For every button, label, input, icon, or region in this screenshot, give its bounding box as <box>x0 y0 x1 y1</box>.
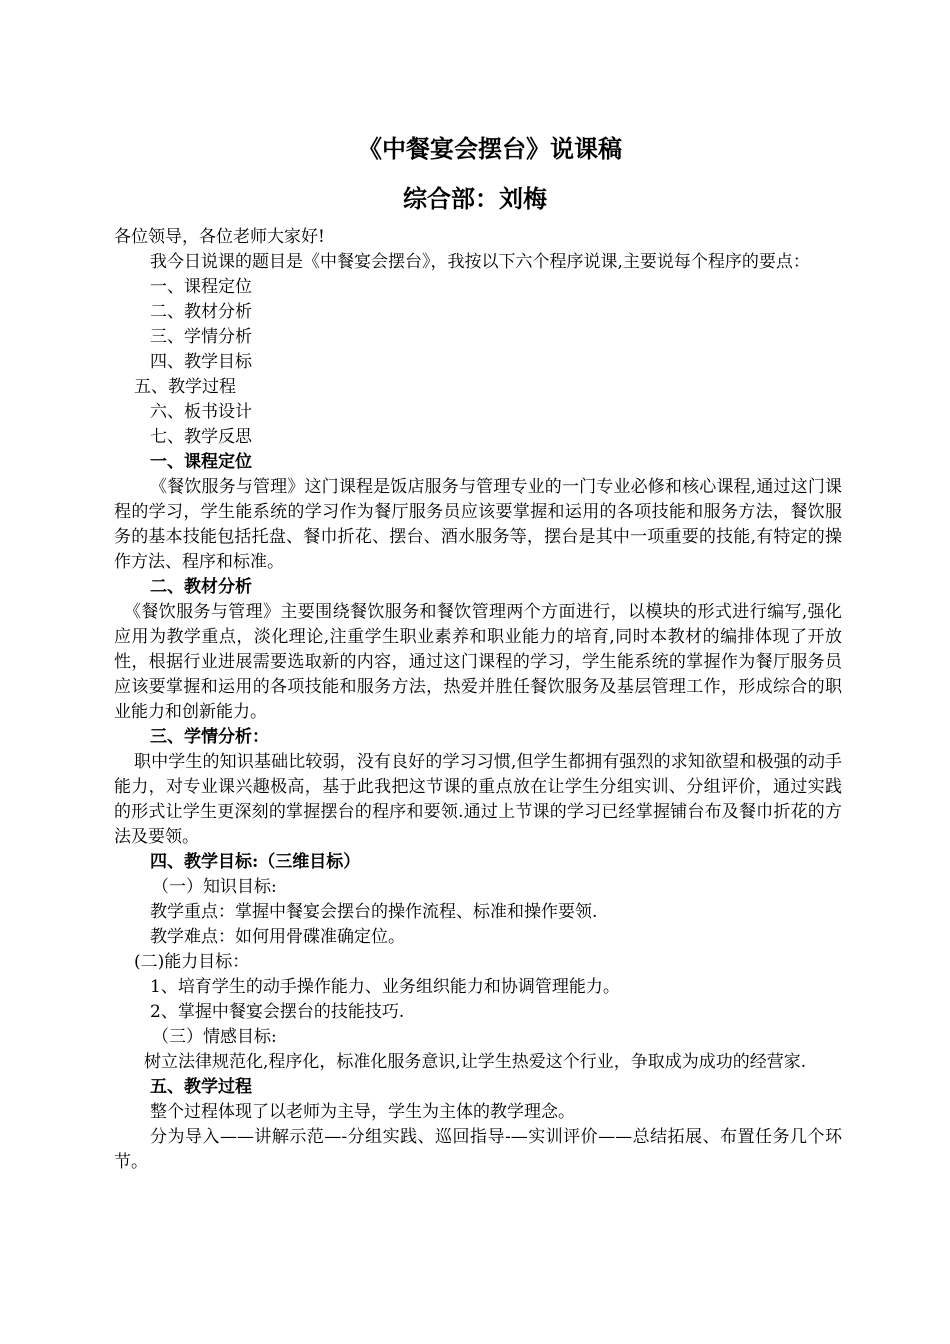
objective-knowledge-label: （一）知识目标: <box>152 877 277 897</box>
objective-ability-item: 2、掌握中餐宴会摆台的技能技巧. <box>150 1002 405 1022</box>
intro-paragraph: 我今日说课的题目是《中餐宴会摆台》，我按以下六个程序说课,主要说每个程序的要点： <box>150 252 810 272</box>
objective-key-point: 教学重点：掌握中餐宴会摆台的操作流程、标准和操作要领. <box>150 902 598 922</box>
section-heading-textbook-analysis: 二、教材分析 <box>150 577 252 597</box>
section-heading-course-position: 一、课程定位 <box>150 452 252 472</box>
author-line: 综合部：刘梅 <box>403 185 547 213</box>
outline-item: 六、板书设计 <box>150 402 252 422</box>
greeting: 各位领导，各位老师大家好! <box>114 227 325 247</box>
objective-difficult-point: 教学难点：如何用骨碟准确定位。 <box>150 927 405 947</box>
section-body-student-analysis: 职中学生的知识基础比较弱，没有良好的学习习惯,但学生都拥有强烈的求知欲望和极强的动手能力，对专业课兴趣极高，基于此我把这节课的重点放在让学生分组实训、分组评价，通过实践的形式让学生更深刻的掌握摆台的程序和要领.通过上节课的学习已经掌握铺台布及餐巾折花的方法及要领。 <box>114 752 842 847</box>
section-heading-teaching-process: 五、教学过程 <box>150 1077 252 1097</box>
objective-emotion-body: 树立法律规范化,程序化，标准化服务意识,让学生热爱这个行业，争取成为成功的经营家. <box>144 1052 807 1072</box>
section-body-textbook-analysis: 《餐饮服务与管理》主要围绕餐饮服务和餐饮管理两个方面进行，以模块的形式进行编写,强化应用为教学重点，淡化理论,注重学生职业素养和职业能力的培育,同时本教材的编排体现了开放性，根据行业进展需要选取新的内容，通过这门课程的学习，学生能系统的掌握作为餐厅服务员应该要掌握和运用的各项技能和服务方法，热爱并胜任餐饮服务及基层管理工作，形成综合的职业能力和创新能力。 <box>114 602 842 722</box>
objective-ability-item: 1、培育学生的动手操作能力、业务组织能力和协调管理能力。 <box>150 977 620 997</box>
objective-emotion-label: （三）情感目标: <box>152 1027 277 1047</box>
section-heading-student-analysis: 三、学情分析： <box>150 727 269 747</box>
section-heading-teaching-objectives: 四、教学目标:（三维目标） <box>150 852 361 872</box>
section-body-teaching-steps: 分为导入——讲解示范—-分组实践、巡回指导-—实训评价——总结拓展、布置任务几个环节。 <box>114 1127 842 1172</box>
section-body-course-position: 《餐饮服务与管理》这门课程是饭店服务与管理专业的一门专业必修和核心课程,通过这门课程的学习，学生能系统的学习作为餐厅服务员应该要掌握和运用的各项技能和服务方法，餐饮服务的基本技能包括托盘、餐巾折花、摆台、酒水服务等，摆台是其中一项重要的技能,有特定的操作方法、程序和标准。 <box>114 477 842 572</box>
outline-item: 四、教学目标 <box>150 352 252 372</box>
document-body <box>114 225 842 1175</box>
objective-ability-label: (二)能力目标： <box>134 952 250 972</box>
section-body-teaching-process: 整个过程体现了以老师为主导，学生为主体的教学理念。 <box>150 1102 575 1122</box>
outline-item: 五、教学过程 <box>134 377 236 397</box>
outline-item: 二、教材分析 <box>150 302 252 322</box>
document-title: 《中餐宴会摆台》说课稿 <box>358 135 622 163</box>
outline-item: 一、课程定位 <box>150 277 252 297</box>
outline-item: 三、学情分析 <box>150 327 252 347</box>
outline-item: 七、教学反思 <box>150 427 252 447</box>
